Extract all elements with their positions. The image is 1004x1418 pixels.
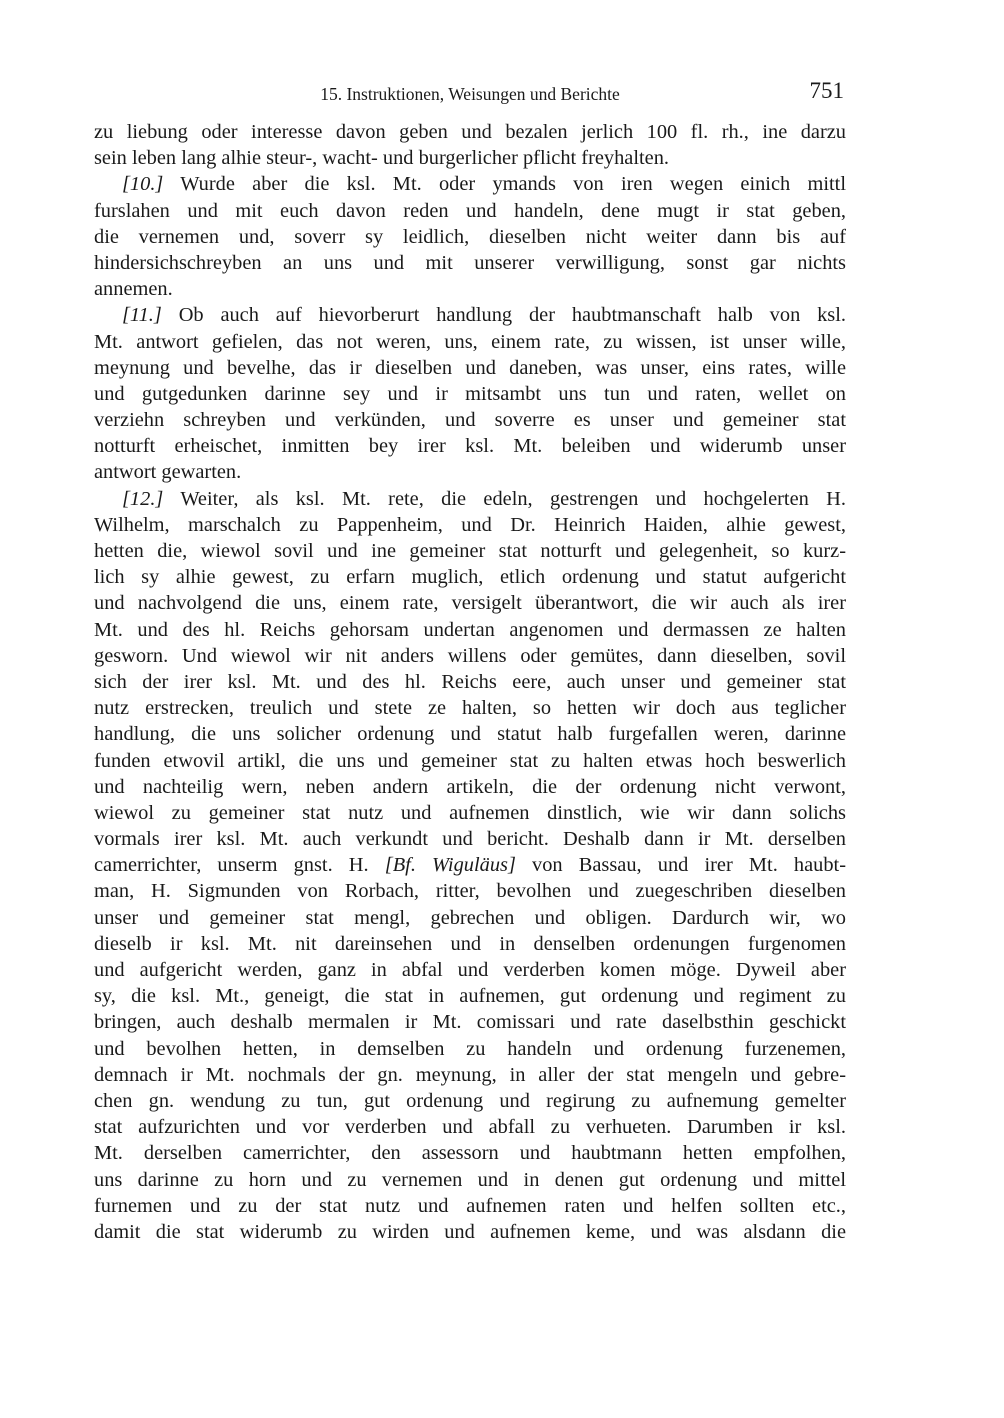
text-line	[94, 564, 846, 590]
text-line	[94, 276, 846, 302]
text-line	[94, 224, 846, 250]
text-line	[94, 171, 846, 197]
text-line	[94, 1009, 846, 1035]
line-text: uns darinne zu horn und zu vernemen und in denen gut ordenung und mittel	[94, 1168, 846, 1191]
text-line	[94, 1088, 846, 1114]
text-line	[94, 198, 846, 224]
line-text: nutz erstrecken, treulich und stete ze halten, so hetten wir doch aus teglicher	[94, 697, 846, 720]
text-line	[94, 1219, 846, 1245]
line-text: von Bassau, und irer Mt. haubt-	[515, 854, 846, 877]
text-line	[94, 931, 846, 957]
text-line	[94, 721, 846, 747]
line-text: lich sy alhie gewest, zu erfarn muglich, etlich ordenung und statut aufgericht	[94, 566, 846, 589]
text-line	[94, 1114, 846, 1140]
text-line	[94, 329, 846, 355]
line-text: chen gn. wendung zu tun, gut ordenung und regirung zu aufnemung gemelter	[94, 1089, 846, 1112]
line-text: antwort gewarten.	[94, 461, 242, 484]
paragraph-number: [10.]	[122, 173, 164, 196]
line-text: vormals irer ksl. Mt. auch verkundt und bericht. Deshalb dann ir Mt. derselben	[94, 828, 846, 851]
text-line	[94, 145, 846, 171]
text-line	[94, 905, 846, 931]
line-text: dieselb ir ksl. Mt. nit dareinsehen und in denselben ordenungen furgenomen	[94, 932, 846, 955]
line-text: furslahen und mit euch davon reden und handeln, dene mugt ir stat geben,	[94, 199, 846, 222]
line-text: Weiter, als ksl. Mt. rete, die edeln, gestrengen und hochgelerten H.	[163, 487, 846, 510]
running-header	[94, 76, 846, 112]
line-text: man, H. Sigmunden von Rorbach, ritter, bevolhen und zuegeschriben dieselben	[94, 880, 846, 903]
line-text: Wilhelm, marschalch zu Pappenheim, und Dr. Heinrich Haiden, alhie gewest,	[94, 513, 846, 536]
line-text: stat aufzurichten und vor verderben und abfall zu verhueten. Darumben ir ksl.	[94, 1116, 846, 1139]
text-line	[94, 355, 846, 381]
line-text: Ob auch auf hievorberurt handlung der haubtmanschaft halb von ksl.	[161, 304, 846, 327]
text-line	[94, 459, 846, 485]
line-text: wiewol zu gemeiner stat nutz und aufnemen dinstlich, wie wir dann solichs	[94, 801, 846, 824]
text-line	[94, 695, 846, 721]
line-text: und bevolhen hetten, in demselben zu handeln und ordenung furzenemen,	[94, 1037, 846, 1060]
line-text: notturft erheischet, inmitten bey irer ksl. Mt. beleiben und widerumb unser	[94, 435, 846, 458]
text-line	[94, 381, 846, 407]
line-text: Mt. antwort gefielen, das not weren, uns, einem rate, zu wissen, ist unser wille,	[94, 330, 846, 353]
text-line	[94, 669, 846, 695]
line-text: sein leben lang alhie steur-, wacht- und burgerlicher pflicht freyhalten.	[94, 147, 670, 170]
line-text: Wurde aber die ksl. Mt. oder ymands von iren wegen einich mittl	[163, 173, 846, 196]
paragraph-number: [12.]	[122, 487, 164, 510]
text-line	[94, 878, 846, 904]
line-text: und nachteilig wern, neben andern artikeln, die der ordenung nicht verwont,	[94, 775, 846, 798]
line-text: damit die stat widerumb zu wirden und aufnemen keme, und was alsdann die	[94, 1220, 846, 1243]
line-text: handlung, die uns solicher ordenung und statut halb furgefallen weren, darinne	[94, 723, 846, 746]
text-line	[94, 119, 846, 145]
text-line	[94, 800, 846, 826]
text-line	[94, 250, 846, 276]
line-text: demnach ir Mt. nochmals der gn. meynung, in aller der stat mengeln und gebre-	[94, 1063, 846, 1086]
line-text: sich der irer ksl. Mt. und des hl. Reichs eere, auch unser und gemeiner stat	[94, 670, 846, 693]
line-text: gesworn. Und wiewol wir nit anders willens oder gemütes, dann dieselben, sovil	[94, 644, 846, 667]
page-number: 751	[809, 78, 844, 103]
text-line	[94, 774, 846, 800]
paragraph-number: [11.]	[122, 304, 162, 327]
body-text	[94, 119, 846, 1245]
text-line	[94, 1167, 846, 1193]
line-text: Mt. und des hl. Reichs gehorsam undertan angenomen und dermassen ze halten	[94, 618, 846, 641]
line-text: zu liebung oder interesse davon geben und bezalen jerlich 100 fl. rh., ine darzu	[94, 121, 846, 143]
text-line	[94, 433, 846, 459]
text-line	[94, 852, 846, 878]
text-line	[94, 983, 846, 1009]
text-line	[94, 643, 846, 669]
text-line	[94, 302, 846, 328]
text-line	[94, 590, 846, 616]
line-text: die vernemen und, soverr sy leidlich, dieselben nicht weiter dann bis auf	[94, 225, 846, 248]
line-text: verziehn schreyben und verkünden, und soverre es unser und gemeiner stat	[94, 409, 846, 432]
line-text: bringen, auch deshalb mermalen ir Mt. comissari und rate daselbsthin geschickt	[94, 1011, 846, 1034]
line-text: funden etwovil artikl, die uns und gemeiner stat zu halten etwas hoch beswerlich	[94, 749, 846, 772]
text-line	[94, 538, 846, 564]
line-text: hetten die, wiewol sovil und ine gemeiner stat notturft und gelegenheit, so kurz-	[94, 540, 846, 562]
text-line	[94, 1036, 846, 1062]
editorial-insertion: [Bf. Wiguläus]	[384, 854, 516, 877]
line-text: annemen.	[94, 278, 173, 301]
line-text: unser und gemeiner stat mengl, gebrechen und obligen. Dardurch wir, wo	[94, 906, 846, 929]
line-text: meynung und bevelhe, das ir dieselben und daneben, was unser, eins rates, wille	[94, 356, 846, 379]
text-line	[94, 826, 846, 852]
text-line	[94, 512, 846, 538]
text-line	[94, 957, 846, 983]
text-line	[94, 617, 846, 643]
text-line	[94, 407, 846, 433]
text-line	[94, 1193, 846, 1219]
line-text: und aufgericht werden, ganz in abfal und verderben komen möge. Dyweil aber	[94, 959, 846, 981]
line-text: und nachvolgend die uns, einem rate, versigelt überantwort, die wir auch als irer	[94, 592, 846, 615]
line-text: hindersichschreyben an uns und mit unserer verwilligung, sonst gar nichts	[94, 251, 846, 274]
line-text: Mt. derselben camerrichter, den assessorn und haubtmann hetten empfolhen,	[94, 1142, 846, 1165]
text-line	[94, 1140, 846, 1166]
text-line	[94, 748, 846, 774]
text-line	[94, 1062, 846, 1088]
line-text: und gutgedunken darinne sey und ir mitsambt uns tun und raten, wellet on	[94, 382, 846, 405]
text-line	[94, 486, 846, 512]
running-title: 15. Instruktionen, Weisungen und Berichte	[320, 84, 620, 104]
line-text: camerrichter, unserm gnst. H.	[94, 854, 385, 877]
line-text: furnemen und zu der stat nutz und aufnemen raten und helfen sollten etc.,	[94, 1194, 846, 1217]
line-text: sy, die ksl. Mt., geneigt, die stat in aufnemen, gut ordenung und regiment zu	[94, 985, 846, 1008]
